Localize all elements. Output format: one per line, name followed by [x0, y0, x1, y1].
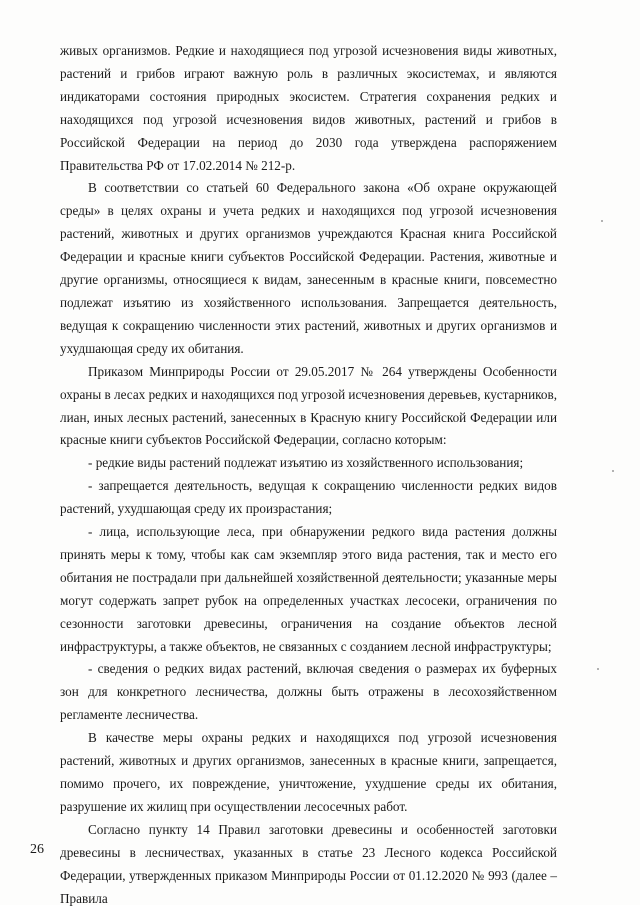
scan-speck [612, 470, 614, 472]
scan-speck [597, 668, 599, 670]
list-item-1: - редкие виды растений подлежат изъятию из хозяйственного использования; [88, 455, 524, 471]
paragraph-3: Приказом Минприроды России от 29.05.2017 № 264 утверждены Особенности охраны в лесах редких и находящихся под угрозой исчезновения деревьев, кустарников, лиан, иных лесных растений, занесенных в Красную книгу Российской Федерации или красные книги субъектов Российской Федерации, согласно которым: [60, 363, 558, 448]
list-item-2: - запрещается деятельность, ведущая к сокращению численности редких видов растений, ухудшающая среду их произрастания; [60, 478, 557, 517]
scan-speck [601, 220, 603, 222]
paragraph-2: В соответствии со статьей 60 Федерального закона «Об охране окружающей среды» в целях охраны и учета редких и находящихся под угрозой исчезновения растений, животных и других организмов учреждаются Красная книга Российской Федерации и красные книги субъектов Российской Федерации. Растения, животные и другие организмы, относящиеся к видам, занесенным в красные книги, повсеместно подлежат изъятию из хозяйственного использования. Запрещается деятельность, ведущая к сокращению численности этих растений, животных и других организмов и ухудшающая среду их обитания. [60, 180, 557, 356]
list-item-3: - лица, использующие леса, при обнаружении редкого вида растения должны принять меры к тому, чтобы как сам экземпляр этого вида растения, так и место его обитания не пострадали при дальнейшей хозяйственной деятельности; указанные меры могут содержать запрет рубок на определенных участках лесосеки, ограничения по сезонности заготовки древесины, ограничения на создание объектов лесной инфраструктуры, а также объектов, не связанных с созданием лесной инфраструктуры; [60, 524, 557, 654]
list-item-4: - сведения о редких видах растений, включая сведения о размерах их буферных зон для конкретного лесничества, должны быть отражены в лесохозяйственном регламенте лесничества. [60, 661, 557, 723]
paragraph-1: живых организмов. Редкие и находящиеся под угрозой исчезновения виды животных, растений и грибов играют важную роль в различных экосистемах, и являются индикаторами состояния природных экосистем. Стратегия сохранения редких и находящихся под угрозой исчезновения видов животных, растений и грибов в Российской Федерации на период до 2030 года утверждена распоряжением Правительства РФ от 17.02.2014 № 212-р. [60, 43, 557, 173]
paragraph-5: Согласно пункту 14 Правил заготовки древесины и особенностей заготовки древесины в лесничествах, указанных в статье 23 Лесного кодекса Российской Федерации, утвержденных приказом Минприроды России от 01.12.2020 № 993 (далее – Правила [60, 821, 557, 906]
document-body [60, 40, 557, 910]
page-number: 26 [30, 842, 44, 857]
paragraph-4: В качестве меры охраны редких и находящихся под угрозой исчезновения растений, животных и других организмов, занесенных в красные книги, запрещается, помимо прочего, их повреждение, уничтожение, ухудшение среды их обитания, разрушение их жилищ при осуществлении лесосечных работ. [60, 730, 557, 814]
